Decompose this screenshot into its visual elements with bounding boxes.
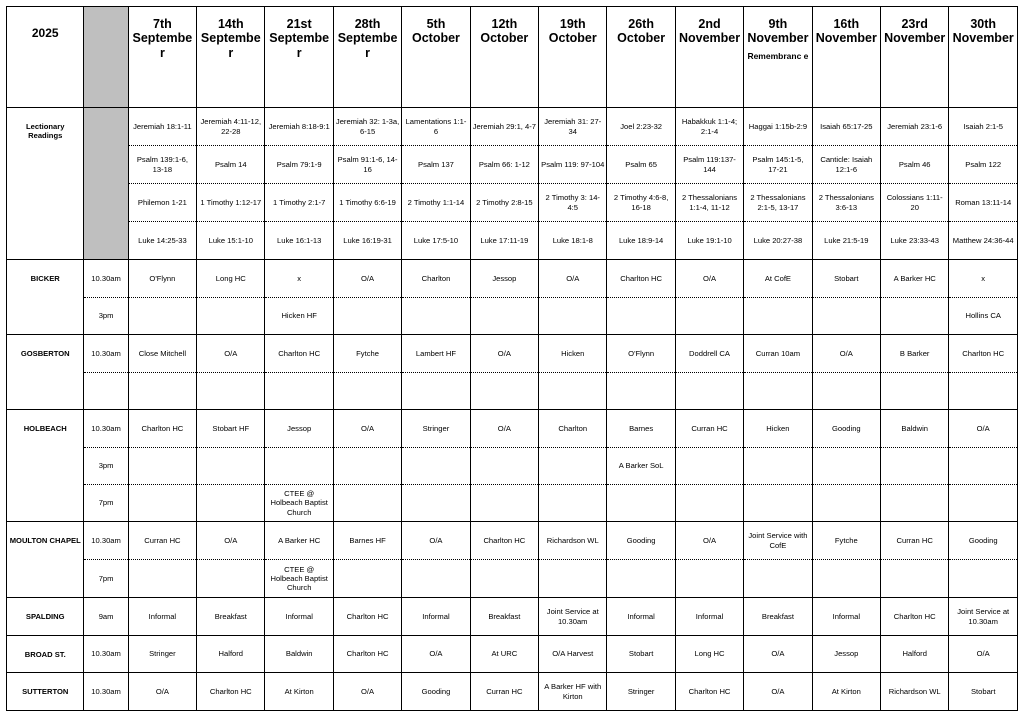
preacher-cell [197,448,265,485]
preacher-cell: O/A [949,636,1018,673]
preacher-cell: O/A [128,673,196,711]
preacher-cell: Charlton HC [197,673,265,711]
reading-cell: Psalm 79:1-9 [265,146,333,184]
preacher-cell [881,298,949,335]
preacher-cell: Hicken HF [265,298,333,335]
preacher-cell: Close Mitchell [128,335,196,373]
preacher-cell [607,298,675,335]
preacher-cell: O/A [470,335,538,373]
reading-cell: Psalm 137 [402,146,470,184]
preacher-cell: O/A [197,335,265,373]
church-name: BICKER [7,260,84,335]
preacher-cell: Long HC [675,636,743,673]
reading-cell: 2 Timothy 4:6-8, 16-18 [607,184,675,222]
reading-cell: Psalm 91:1-6, 14-16 [333,146,401,184]
reading-cell: Psalm 66: 1-12 [470,146,538,184]
preacher-cell: Richardson WL [881,673,949,711]
preacher-cell [607,485,675,522]
reading-cell: Luke 18:9-14 [607,222,675,260]
preacher-cell: Barnes [607,410,675,448]
date-header [881,7,949,108]
preacher-cell [128,560,196,598]
preacher-cell: Joint Service with CofE [744,522,812,560]
date-note: Remembranc e [747,50,809,61]
reading-cell: Philemon 1-21 [128,184,196,222]
preacher-cell: Hollins CA [949,298,1018,335]
date-header [607,7,675,108]
preacher-cell: O/A [333,673,401,711]
reading-cell: Luke 14:25-33 [128,222,196,260]
church-name: BROAD ST. [7,636,84,673]
reading-cell: Isaiah 2:1-5 [949,108,1018,146]
service-row [7,335,1018,373]
date-header [949,7,1018,108]
preacher-cell: O/A Harvest [539,636,607,673]
preacher-cell: O/A [812,335,880,373]
reading-cell: Psalm 119:137-144 [675,146,743,184]
preacher-cell: At CofE [744,260,812,298]
preacher-cell: Barnes HF [333,522,401,560]
reading-cell: Lamentations 1:1-6 [402,108,470,146]
reading-cell: Psalm 122 [949,146,1018,184]
preacher-cell [675,560,743,598]
service-time: 7pm [84,560,128,598]
reading-cell: 2 Thessalonians 1:1-4, 11-12 [675,184,743,222]
date-header [402,7,470,108]
date-month: November [815,31,877,46]
service-time: 10.30am [84,673,128,711]
preacher-cell [881,485,949,522]
date-month: September [200,31,261,60]
preacher-cell [333,298,401,335]
preacher-cell [744,560,812,598]
grey-spacer [84,7,128,108]
reading-cell: 1 Timothy 6:6-19 [333,184,401,222]
reading-cell: Luke 23:33-43 [881,222,949,260]
preacher-cell: Joint Service at 10.30am [539,598,607,636]
service-row [7,522,1018,560]
preacher-cell: Hicken [744,410,812,448]
date-month: November [884,31,946,46]
preacher-cell: Gooding [607,522,675,560]
reading-cell: 2 Timothy 2:8-15 [470,184,538,222]
preacher-cell: CTEE @ Holbeach Baptist Church [265,485,333,522]
reading-cell: Psalm 65 [607,146,675,184]
reading-cell: Jeremiah 4:11-12, 22-28 [197,108,265,146]
reading-cell: Jeremiah 23:1-6 [881,108,949,146]
preacher-cell: Long HC [197,260,265,298]
date-day: 12th [491,17,518,31]
preacher-cell [949,560,1018,598]
date-month: November [952,31,1014,46]
preacher-cell: Curran HC [470,673,538,711]
reading-cell: Roman 13:11-14 [949,184,1018,222]
preacher-cell: Informal [607,598,675,636]
preacher-cell [333,448,401,485]
reading-cell: 2 Timothy 1:1-14 [402,184,470,222]
date-day: 5th [426,17,446,31]
service-row [7,485,1018,522]
preacher-cell: x [949,260,1018,298]
service-row [7,260,1018,298]
date-day: 7th [153,17,172,31]
preacher-cell [402,485,470,522]
preacher-cell [744,373,812,410]
service-row [7,410,1018,448]
preacher-cell [470,298,538,335]
date-day: 16th [833,17,860,31]
date-day: 30th [970,17,997,31]
service-time: 3pm [84,298,128,335]
preacher-cell [333,373,401,410]
preacher-cell [812,485,880,522]
preacher-cell [197,298,265,335]
preacher-cell [812,560,880,598]
preacher-cell: O/A [539,260,607,298]
preacher-cell: Breakfast [197,598,265,636]
preacher-cell: Informal [128,598,196,636]
preacher-cell: A Barker HF with Kirton [539,673,607,711]
service-time: 10.30am [84,335,128,373]
service-time: 3pm [84,448,128,485]
date-month: September [269,31,330,60]
service-row [7,373,1018,410]
preacher-cell [812,373,880,410]
preacher-cell [607,373,675,410]
preacher-cell: O/A [333,260,401,298]
date-month: November [747,31,809,46]
preacher-cell [402,298,470,335]
date-day: 28th [354,17,381,31]
reading-cell: 1 Timothy 1:12-17 [197,184,265,222]
preacher-cell: O/A [402,636,470,673]
lectionary-row [7,146,1018,184]
preacher-cell: Richardson WL [539,522,607,560]
preacher-cell: Curran 10am [744,335,812,373]
preaching-plan-table [6,6,1018,711]
reading-cell: Psalm 119: 97-104 [539,146,607,184]
church-name: SUTTERTON [7,673,84,711]
preacher-cell [744,298,812,335]
preacher-cell [402,448,470,485]
date-header [470,7,538,108]
preacher-cell [128,373,196,410]
preacher-cell: Doddrell CA [675,335,743,373]
preacher-cell: Informal [265,598,333,636]
preacher-cell: Charlton HC [881,598,949,636]
reading-cell: Matthew 24:36-44 [949,222,1018,260]
date-day: 9th [768,17,788,31]
preacher-cell [539,485,607,522]
preacher-cell [539,373,607,410]
date-day: 14th [217,17,244,31]
church-name: GOSBERTON [7,335,84,410]
preacher-cell: Charlton HC [675,673,743,711]
reading-cell: Luke 16:19-31 [333,222,401,260]
service-time: 7pm [84,485,128,522]
preacher-cell: Breakfast [470,598,538,636]
date-day: 21st [286,17,312,31]
preacher-cell: Gooding [949,522,1018,560]
reading-cell: Luke 20:27-38 [744,222,812,260]
preacher-cell [881,373,949,410]
lectionary-row [7,222,1018,260]
date-header [197,7,265,108]
reading-cell: Luke 16:1-13 [265,222,333,260]
preacher-cell: Charlton [539,410,607,448]
reading-cell: 2 Thessalonians 3:6-13 [812,184,880,222]
date-month: October [411,31,460,46]
date-day: 26th [628,17,654,31]
year-label: 2025 [7,7,84,108]
preacher-cell [333,485,401,522]
service-row [7,448,1018,485]
preacher-cell [812,448,880,485]
reading-cell: Colossians 1:11-20 [881,184,949,222]
preacher-cell [128,298,196,335]
preacher-cell [470,485,538,522]
preacher-cell: O/A [744,673,812,711]
preacher-cell [539,298,607,335]
preacher-cell: Jessop [812,636,880,673]
grey-spacer [84,108,128,260]
preacher-cell: Stringer [128,636,196,673]
date-month: September [132,31,193,60]
service-time: 10.30am [84,522,128,560]
preacher-cell: Jessop [265,410,333,448]
reading-cell: Luke 19:1-10 [675,222,743,260]
reading-cell: Luke 17:5-10 [402,222,470,260]
preacher-cell [539,560,607,598]
date-month: October [480,31,529,46]
preacher-cell: Stringer [402,410,470,448]
reading-cell: Jeremiah 18:1-11 [128,108,196,146]
preacher-cell: Curran HC [675,410,743,448]
preacher-cell: At Kirton [265,673,333,711]
reading-cell: Jeremiah 31: 27-34 [539,108,607,146]
reading-cell: 2 Timothy 3: 14-4:5 [539,184,607,222]
reading-cell: Isaiah 65:17-25 [812,108,880,146]
preacher-cell: Halford [881,636,949,673]
preacher-cell [744,448,812,485]
reading-cell: Luke 21:5-19 [812,222,880,260]
service-row [7,636,1018,673]
church-name: SPALDING [7,598,84,636]
date-month: November [678,31,741,46]
preacher-cell [402,560,470,598]
preacher-cell: Stringer [607,673,675,711]
preacher-cell: Informal [675,598,743,636]
preacher-cell [128,448,196,485]
preacher-cell: Stobart [607,636,675,673]
date-day: 23rd [901,17,928,31]
preacher-cell [675,373,743,410]
preacher-cell: Charlton HC [470,522,538,560]
preacher-cell [675,298,743,335]
preacher-cell: CTEE @ Holbeach Baptist Church [265,560,333,598]
preacher-cell: Jessop [470,260,538,298]
reading-cell: Psalm 145:1-5, 17-21 [744,146,812,184]
preacher-cell: At URC [470,636,538,673]
preacher-cell: O/A [402,522,470,560]
preacher-cell: Charlton HC [949,335,1018,373]
preacher-cell [881,560,949,598]
reading-cell: Jeremiah 32: 1-3a, 6-15 [333,108,401,146]
service-row [7,598,1018,636]
preacher-cell: Charlton HC [333,636,401,673]
date-header [265,7,333,108]
lectionary-row [7,184,1018,222]
preacher-cell: Breakfast [744,598,812,636]
preacher-cell: Charlton HC [265,335,333,373]
header-row [7,7,1018,108]
preacher-cell [333,560,401,598]
preacher-cell [675,448,743,485]
preacher-cell: Gooding [402,673,470,711]
service-time: 9am [84,598,128,636]
preacher-cell [265,448,333,485]
preacher-cell [744,485,812,522]
preacher-cell [949,448,1018,485]
reading-cell: Luke 15:1-10 [197,222,265,260]
preacher-cell: Stobart [949,673,1018,711]
preacher-cell: x [265,260,333,298]
preacher-cell: B Barker [881,335,949,373]
preacher-cell: O/A [197,522,265,560]
preacher-cell: Curran HC [128,522,196,560]
preacher-cell: Charlton [402,260,470,298]
reading-cell: Psalm 14 [197,146,265,184]
preacher-cell: Fytche [812,522,880,560]
preacher-cell: Halford [197,636,265,673]
date-header [539,7,607,108]
reading-cell: Luke 17:11-19 [470,222,538,260]
preacher-cell: Curran HC [881,522,949,560]
preacher-cell [197,373,265,410]
preacher-cell: Joint Service at 10.30am [949,598,1018,636]
preacher-cell: O'Flynn [128,260,196,298]
date-month: October [548,31,597,46]
preacher-cell [949,485,1018,522]
reading-cell: Haggai 1:15b-2:9 [744,108,812,146]
preacher-cell [470,560,538,598]
preacher-cell [470,373,538,410]
reading-cell: Luke 18:1-8 [539,222,607,260]
preacher-cell: Charlton HC [607,260,675,298]
reading-cell: Jeremiah 29:1, 4-7 [470,108,538,146]
preacher-cell: Gooding [812,410,880,448]
preacher-cell [402,373,470,410]
reading-cell: Psalm 139:1-6, 13-18 [128,146,196,184]
service-time: 10.30am [84,410,128,448]
service-time: 10.30am [84,636,128,673]
preacher-cell [470,448,538,485]
service-time [84,373,128,410]
reading-cell: 2 Thessalonians 2:1-5, 13-17 [744,184,812,222]
preacher-cell [607,560,675,598]
date-header [128,7,196,108]
preacher-cell: Stobart [812,260,880,298]
preacher-cell: Charlton HC [128,410,196,448]
preacher-cell: Hicken [539,335,607,373]
preacher-cell: O/A [675,522,743,560]
reading-cell: Psalm 46 [881,146,949,184]
preacher-cell: A Barker SoL [607,448,675,485]
preacher-cell [197,485,265,522]
preacher-cell: Baldwin [881,410,949,448]
reading-cell: Jeremiah 8:18-9:1 [265,108,333,146]
preacher-cell [197,560,265,598]
preacher-cell: Fytche [333,335,401,373]
date-header [675,7,743,108]
date-month: September [337,31,398,60]
preacher-cell: Lambert HF [402,335,470,373]
preacher-cell [539,448,607,485]
preacher-cell: O/A [470,410,538,448]
church-name: HOLBEACH [7,410,84,522]
preacher-cell: At Kirton [812,673,880,711]
service-row [7,298,1018,335]
preacher-cell: O/A [333,410,401,448]
reading-cell: Habakkuk 1:1-4; 2:1-4 [675,108,743,146]
service-row [7,560,1018,598]
preacher-cell: Charlton HC [333,598,401,636]
preacher-cell [675,485,743,522]
date-header [333,7,401,108]
reading-cell: 1 Timothy 2:1-7 [265,184,333,222]
preacher-cell: Stobart HF [197,410,265,448]
service-time: 10.30am [84,260,128,298]
preacher-cell: O/A [675,260,743,298]
lectionary-label: Lectionary Readings [7,108,84,260]
preacher-cell [265,373,333,410]
date-month: October [617,31,666,46]
preacher-cell [128,485,196,522]
reading-cell: Joel 2:23-32 [607,108,675,146]
date-day: 19th [559,17,586,31]
date-header [812,7,880,108]
preacher-cell: O/A [949,410,1018,448]
church-name: MOULTON CHAPEL [7,522,84,598]
preacher-cell: A Barker HC [881,260,949,298]
preacher-cell [949,373,1018,410]
reading-cell: Canticle: Isaiah 12:1-6 [812,146,880,184]
preacher-cell: Informal [812,598,880,636]
preacher-cell [881,448,949,485]
preacher-cell: Informal [402,598,470,636]
preacher-cell: O/A [744,636,812,673]
preacher-cell: O'Flynn [607,335,675,373]
preacher-cell: A Barker HC [265,522,333,560]
date-day: 2nd [698,17,721,31]
lectionary-row [7,108,1018,146]
preacher-cell: Baldwin [265,636,333,673]
preacher-cell [812,298,880,335]
date-header [744,7,812,108]
